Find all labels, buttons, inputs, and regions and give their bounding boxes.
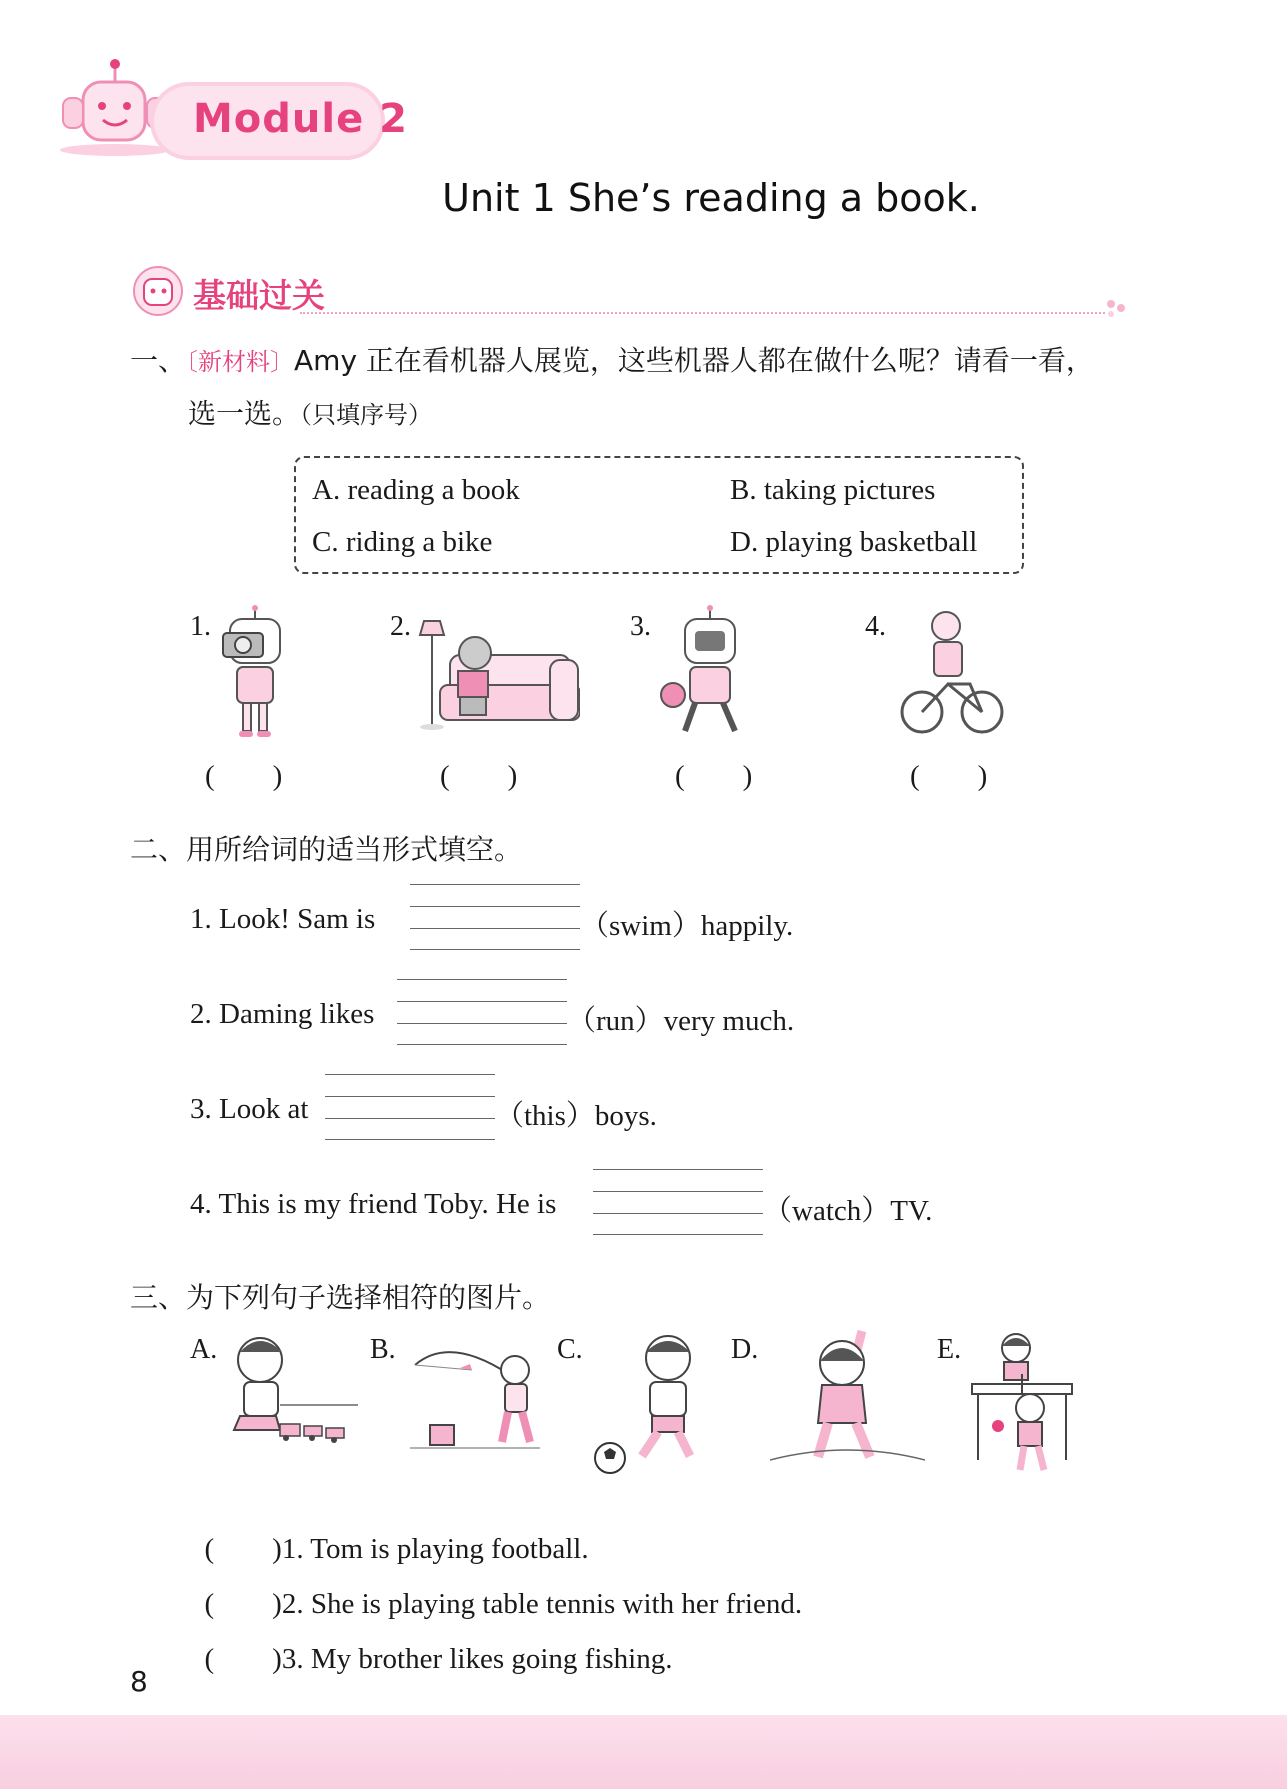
girl-exercise-image — [770, 1325, 925, 1474]
unit-title: Unit 1 She’s reading a book. — [442, 176, 980, 220]
answer-blank[interactable]: ( ) — [204, 1643, 282, 1675]
boy-fishing-image — [410, 1330, 550, 1459]
option-b: B. taking pictures — [730, 474, 936, 506]
fill-guide-line — [325, 1139, 495, 1140]
page-number: 8 — [130, 1665, 148, 1698]
match-row: ( )3. My brother likes going fishing. — [204, 1643, 673, 1675]
answer-blank[interactable]: ( ) — [910, 760, 988, 792]
fill-guide-line — [410, 928, 580, 929]
fill-item-4-hint: （watch）TV. — [763, 1195, 933, 1227]
fill-guide-line — [410, 949, 580, 950]
item-number: 1. — [190, 611, 211, 642]
robot-bike-image — [898, 608, 1008, 742]
section-mascot-icon — [130, 265, 190, 321]
answer-blank[interactable]: ( ) — [204, 1533, 282, 1565]
picture-label-d: D. — [731, 1334, 759, 1365]
q3-title: 三、为下列句子选择相符的图片。 — [130, 1281, 551, 1314]
picture-label-c: C. — [557, 1334, 583, 1365]
item-number: 3. — [630, 611, 651, 642]
fill-blank-3[interactable] — [325, 1096, 495, 1097]
fill-blank-1[interactable] — [410, 906, 580, 907]
footer-band — [0, 1715, 1287, 1789]
fill-guide-line — [593, 1169, 763, 1170]
answer-blank[interactable]: ( ) — [205, 760, 283, 792]
fill-guide-line — [410, 884, 580, 885]
q1-prompt: 一、〔新材料〕Amy 正在看机器人展览，这些机器人都在做什么呢？请看一看， — [130, 344, 1094, 377]
fill-guide-line — [397, 979, 567, 980]
section-title: 基础过关 — [193, 276, 325, 315]
section-divider — [300, 312, 1105, 314]
fill-item-4-text: 4. This is my friend Toby. He is — [190, 1188, 557, 1220]
fill-guide-line — [593, 1213, 763, 1214]
q2-title: 二、用所给词的适当形式填空。 — [130, 833, 523, 866]
answer-blank[interactable]: ( ) — [440, 760, 518, 792]
fill-item-3-text: 3. Look at — [190, 1093, 309, 1125]
match-row: ( )2. She is playing table tennis with her friend. — [204, 1588, 803, 1620]
answer-blank[interactable]: ( ) — [675, 760, 753, 792]
girls-table-tennis-image — [968, 1330, 1078, 1479]
fill-blank-4[interactable] — [593, 1191, 763, 1192]
fill-item-2-hint: （run）very much. — [567, 1005, 795, 1037]
item-number: 2. — [390, 611, 411, 642]
picture-label-e: E. — [937, 1334, 962, 1365]
fill-guide-line — [593, 1234, 763, 1235]
fill-item-1-hint: （swim）happily. — [580, 910, 794, 942]
robot-basketball-image — [655, 605, 765, 744]
robot-camera-image — [215, 605, 295, 744]
q1-prompt-line2: 选一选。（只填序号） — [188, 397, 433, 430]
picture-label-a: A. — [190, 1334, 218, 1365]
fill-guide-line — [325, 1074, 495, 1075]
dots-icon — [1105, 298, 1135, 322]
picture-label-b: B. — [370, 1334, 396, 1365]
module-title: Module 2 — [193, 96, 408, 142]
fill-blank-2[interactable] — [397, 1001, 567, 1002]
fill-guide-line — [397, 1023, 567, 1024]
fill-guide-line — [325, 1118, 495, 1119]
fill-item-1-text: 1. Look! Sam is — [190, 903, 376, 935]
answer-blank[interactable]: ( ) — [204, 1588, 282, 1620]
option-d: D. playing basketball — [730, 526, 978, 558]
fill-guide-line — [397, 1044, 567, 1045]
robot-reading-sofa-image — [410, 615, 580, 744]
boy-football-image — [590, 1330, 720, 1479]
item-number: 4. — [865, 611, 886, 642]
fill-item-3-hint: （this）boys. — [495, 1100, 657, 1132]
option-c: C. riding a bike — [312, 526, 493, 558]
boy-toy-train-image — [220, 1330, 360, 1459]
fill-item-2-text: 2. Daming likes — [190, 998, 375, 1030]
option-a: A. reading a book — [312, 474, 520, 506]
match-row: ( )1. Tom is playing football. — [204, 1533, 589, 1565]
